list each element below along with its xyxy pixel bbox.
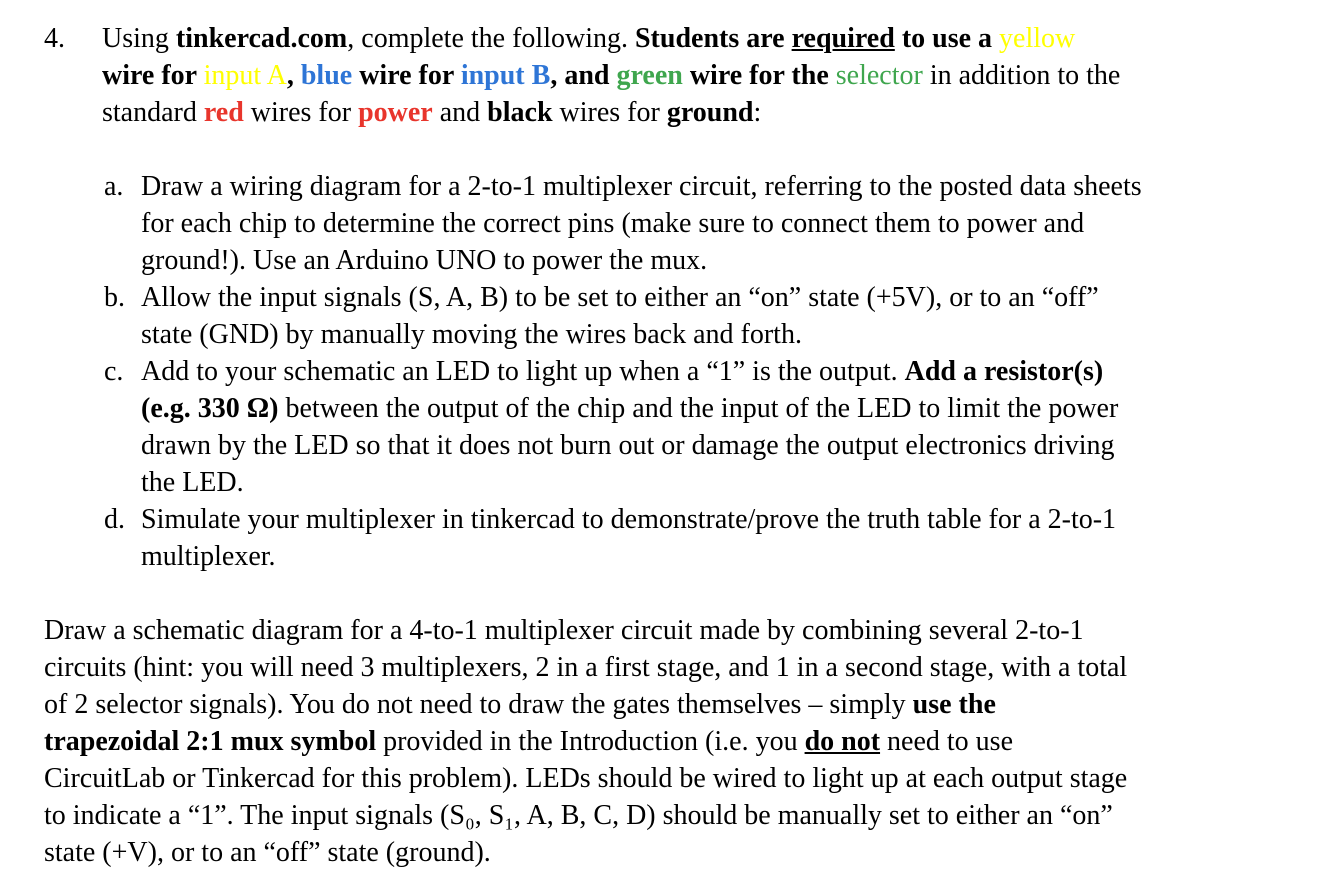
instruction-line-3 bbox=[102, 94, 1302, 131]
do-not-text: do not bbox=[804, 726, 881, 757]
emphasis-text: , bbox=[286, 60, 301, 91]
paragraph-line bbox=[44, 686, 1304, 723]
paragraph-line: to indicate a “1”. The input signals (S₀, S₁, A, B, C, D) should be manually set to either an “on” bbox=[44, 800, 1113, 831]
text-run: in addition to the bbox=[922, 60, 1121, 91]
emphasis-text: wire for bbox=[102, 60, 204, 91]
item-line: multiplexer. bbox=[141, 541, 276, 572]
item-line: Draw a wiring diagram for a 2-to-1 multiplexer circuit, referring to the posted data sheets bbox=[141, 171, 1142, 202]
emphasis-text: use the bbox=[912, 689, 996, 720]
list-item-b bbox=[104, 279, 1304, 353]
text-run: Add to your schematic an LED to light up when a “1” is the output. bbox=[141, 356, 905, 387]
power-word: power bbox=[358, 97, 433, 128]
emphasis-text: , and bbox=[550, 60, 617, 91]
item-line: state (GND) by manually moving the wires back and forth. bbox=[141, 319, 802, 350]
emphasis-text: Add a resistor(s) bbox=[904, 356, 1104, 387]
item-letter: a. bbox=[104, 171, 124, 202]
paragraph-line: CircuitLab or Tinkercad for this problem). LEDs should be wired to light up at each output stage bbox=[44, 763, 1128, 794]
paragraph-line bbox=[44, 723, 1304, 760]
item-line: drawn by the LED so that it does not burn out or damage the output electronics driving bbox=[141, 430, 1115, 461]
text-run: between the output of the chip and the input of the LED to limit the power bbox=[278, 393, 1119, 424]
text-run: and bbox=[432, 97, 488, 128]
list-item-d bbox=[104, 501, 1304, 575]
item-line: Allow the input signals (S, A, B) to be set to either an “on” state (+5V), or to an “off” bbox=[141, 282, 1099, 313]
item-line: the LED. bbox=[141, 467, 244, 498]
question-instructions bbox=[102, 20, 1302, 131]
selector-word: selector bbox=[835, 60, 923, 91]
final-paragraph bbox=[44, 612, 1304, 871]
text-run: : bbox=[753, 97, 762, 128]
green-word: green bbox=[616, 60, 683, 91]
instruction-line-2 bbox=[102, 57, 1302, 94]
text-run: provided in the Introduction (i.e. you bbox=[376, 726, 805, 757]
text-run: wires for bbox=[243, 97, 359, 128]
item-line bbox=[141, 353, 1304, 390]
item-line: Simulate your multiplexer in tinkercad to demonstrate/prove the truth table for a 2-to-1 bbox=[141, 504, 1117, 535]
emphasis-text: Students are bbox=[634, 23, 792, 54]
text-run: of 2 selector signals). You do not need to draw the gates themselves – simply bbox=[44, 689, 913, 720]
text-run: , complete the following. bbox=[347, 23, 635, 54]
emphasis-text: wire for the bbox=[682, 60, 836, 91]
red-word: red bbox=[203, 97, 244, 128]
text-run: need to use bbox=[880, 726, 1014, 757]
item-letter: d. bbox=[104, 504, 125, 535]
input-a-word: input A bbox=[203, 60, 287, 91]
item-line: ground!). Use an Arduino UNO to power the mux. bbox=[141, 245, 708, 276]
emphasis-text: trapezoidal 2:1 mux symbol bbox=[44, 726, 377, 757]
yellow-word: yellow bbox=[999, 23, 1076, 54]
list-item-a bbox=[104, 168, 1304, 279]
item-line: for each chip to determine the correct pins (make sure to connect them to power and bbox=[141, 208, 1085, 239]
paragraph-line: Draw a schematic diagram for a 4-to-1 multiplexer circuit made by combining several 2-to-1 bbox=[44, 615, 1084, 646]
text-run: Using bbox=[102, 23, 176, 54]
site-name: tinkercad.com bbox=[175, 23, 348, 54]
item-letter: b. bbox=[104, 282, 125, 313]
black-word: black bbox=[487, 97, 553, 128]
instruction-line-1 bbox=[102, 20, 1302, 57]
input-b-word: input B bbox=[460, 60, 551, 91]
blue-word: blue bbox=[300, 60, 353, 91]
question-number: 4. bbox=[44, 23, 65, 54]
paragraph-line: circuits (hint: you will need 3 multiplexers, 2 in a first stage, and 1 in a second stage, with a total bbox=[44, 652, 1128, 683]
text-run: wires for bbox=[552, 97, 667, 128]
sub-item-list bbox=[104, 168, 1304, 575]
required-text: required bbox=[791, 23, 895, 54]
ground-word: ground bbox=[666, 97, 754, 128]
text-run: standard bbox=[102, 97, 204, 128]
paragraph-line: state (+V), or to an “off” state (ground). bbox=[44, 837, 491, 868]
emphasis-text: (e.g. 330 Ω) bbox=[141, 393, 279, 424]
item-line bbox=[141, 390, 1304, 427]
emphasis-text: to use a bbox=[894, 23, 1000, 54]
emphasis-text: wire for bbox=[352, 60, 461, 91]
item-letter: c. bbox=[104, 356, 124, 387]
list-item-c bbox=[104, 353, 1304, 501]
